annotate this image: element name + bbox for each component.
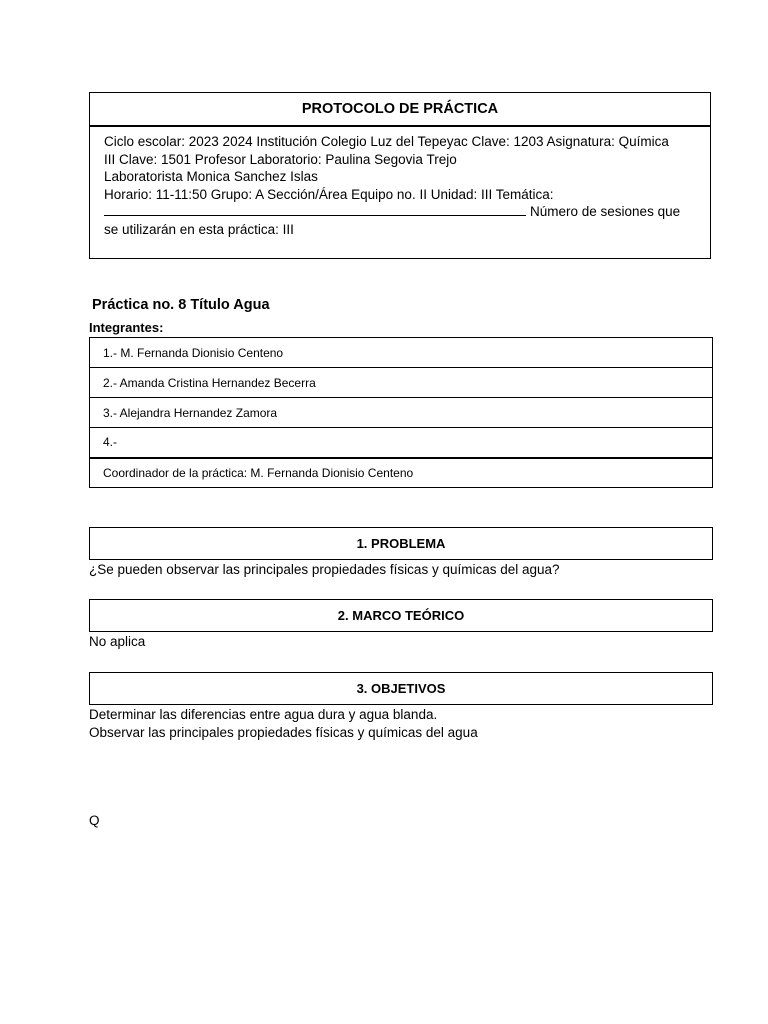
integrantes-label: Integrantes: [89, 320, 164, 335]
objetivos-text [89, 706, 478, 742]
stray-text: Q [89, 813, 100, 828]
tematica-blank-line [104, 203, 526, 216]
sesiones-label: Número de sesiones que [530, 204, 681, 219]
practica-title: Práctica no. 8 Título Agua [92, 297, 270, 313]
table-row [90, 338, 713, 368]
table-row [90, 428, 713, 458]
member-cell: 1.- M. Fernanda Dionisio Centeno [90, 338, 713, 368]
details-line-6: se utilizarán en esta práctica: III [104, 221, 294, 237]
objetivos-heading: 3. OBJETIVOS [89, 672, 713, 705]
table-row [90, 458, 713, 488]
details-line-5 [104, 203, 696, 221]
protocol-details [90, 127, 710, 238]
marco-teorico-heading: 2. MARCO TEÓRICO [89, 599, 713, 632]
problema-heading: 1. PROBLEMA [89, 527, 713, 560]
objetivo-line-2: Observar las principales propiedades físicas y químicas del agua [89, 725, 478, 740]
objetivo-line-1: Determinar las diferencias entre agua dura y agua blanda. [89, 707, 438, 722]
details-line-1: Ciclo escolar: 2023 2024 Institución Colegio Luz del Tepeyac Clave: 1203 Asignatura: Química [104, 134, 669, 149]
member-cell: 3.- Alejandra Hernandez Zamora [90, 398, 713, 428]
protocol-header-box [89, 92, 711, 259]
member-cell: 4.- [90, 428, 713, 458]
details-line-2: III Clave: 1501 Profesor Laboratorio: Paulina Segovia Trejo [104, 151, 457, 167]
member-cell: 2.- Amanda Cristina Hernandez Becerra [90, 368, 713, 398]
members-table [89, 337, 713, 488]
protocol-title: PROTOCOLO DE PRÁCTICA [90, 93, 710, 127]
table-row [90, 398, 713, 428]
marco-teorico-text: No aplica [89, 634, 146, 649]
coordinator-cell: Coordinador de la práctica: M. Fernanda Dionisio Centeno [90, 458, 713, 488]
details-line-3: Laboratorista Monica Sanchez Islas [104, 169, 318, 184]
problema-text: ¿Se pueden observar las principales propiedades físicas y químicas del agua? [89, 562, 560, 577]
table-row [90, 368, 713, 398]
details-line-4: Horario: 11-11:50 Grupo: A Sección/Área Equipo no. II Unidad: III Temática: [104, 186, 554, 202]
